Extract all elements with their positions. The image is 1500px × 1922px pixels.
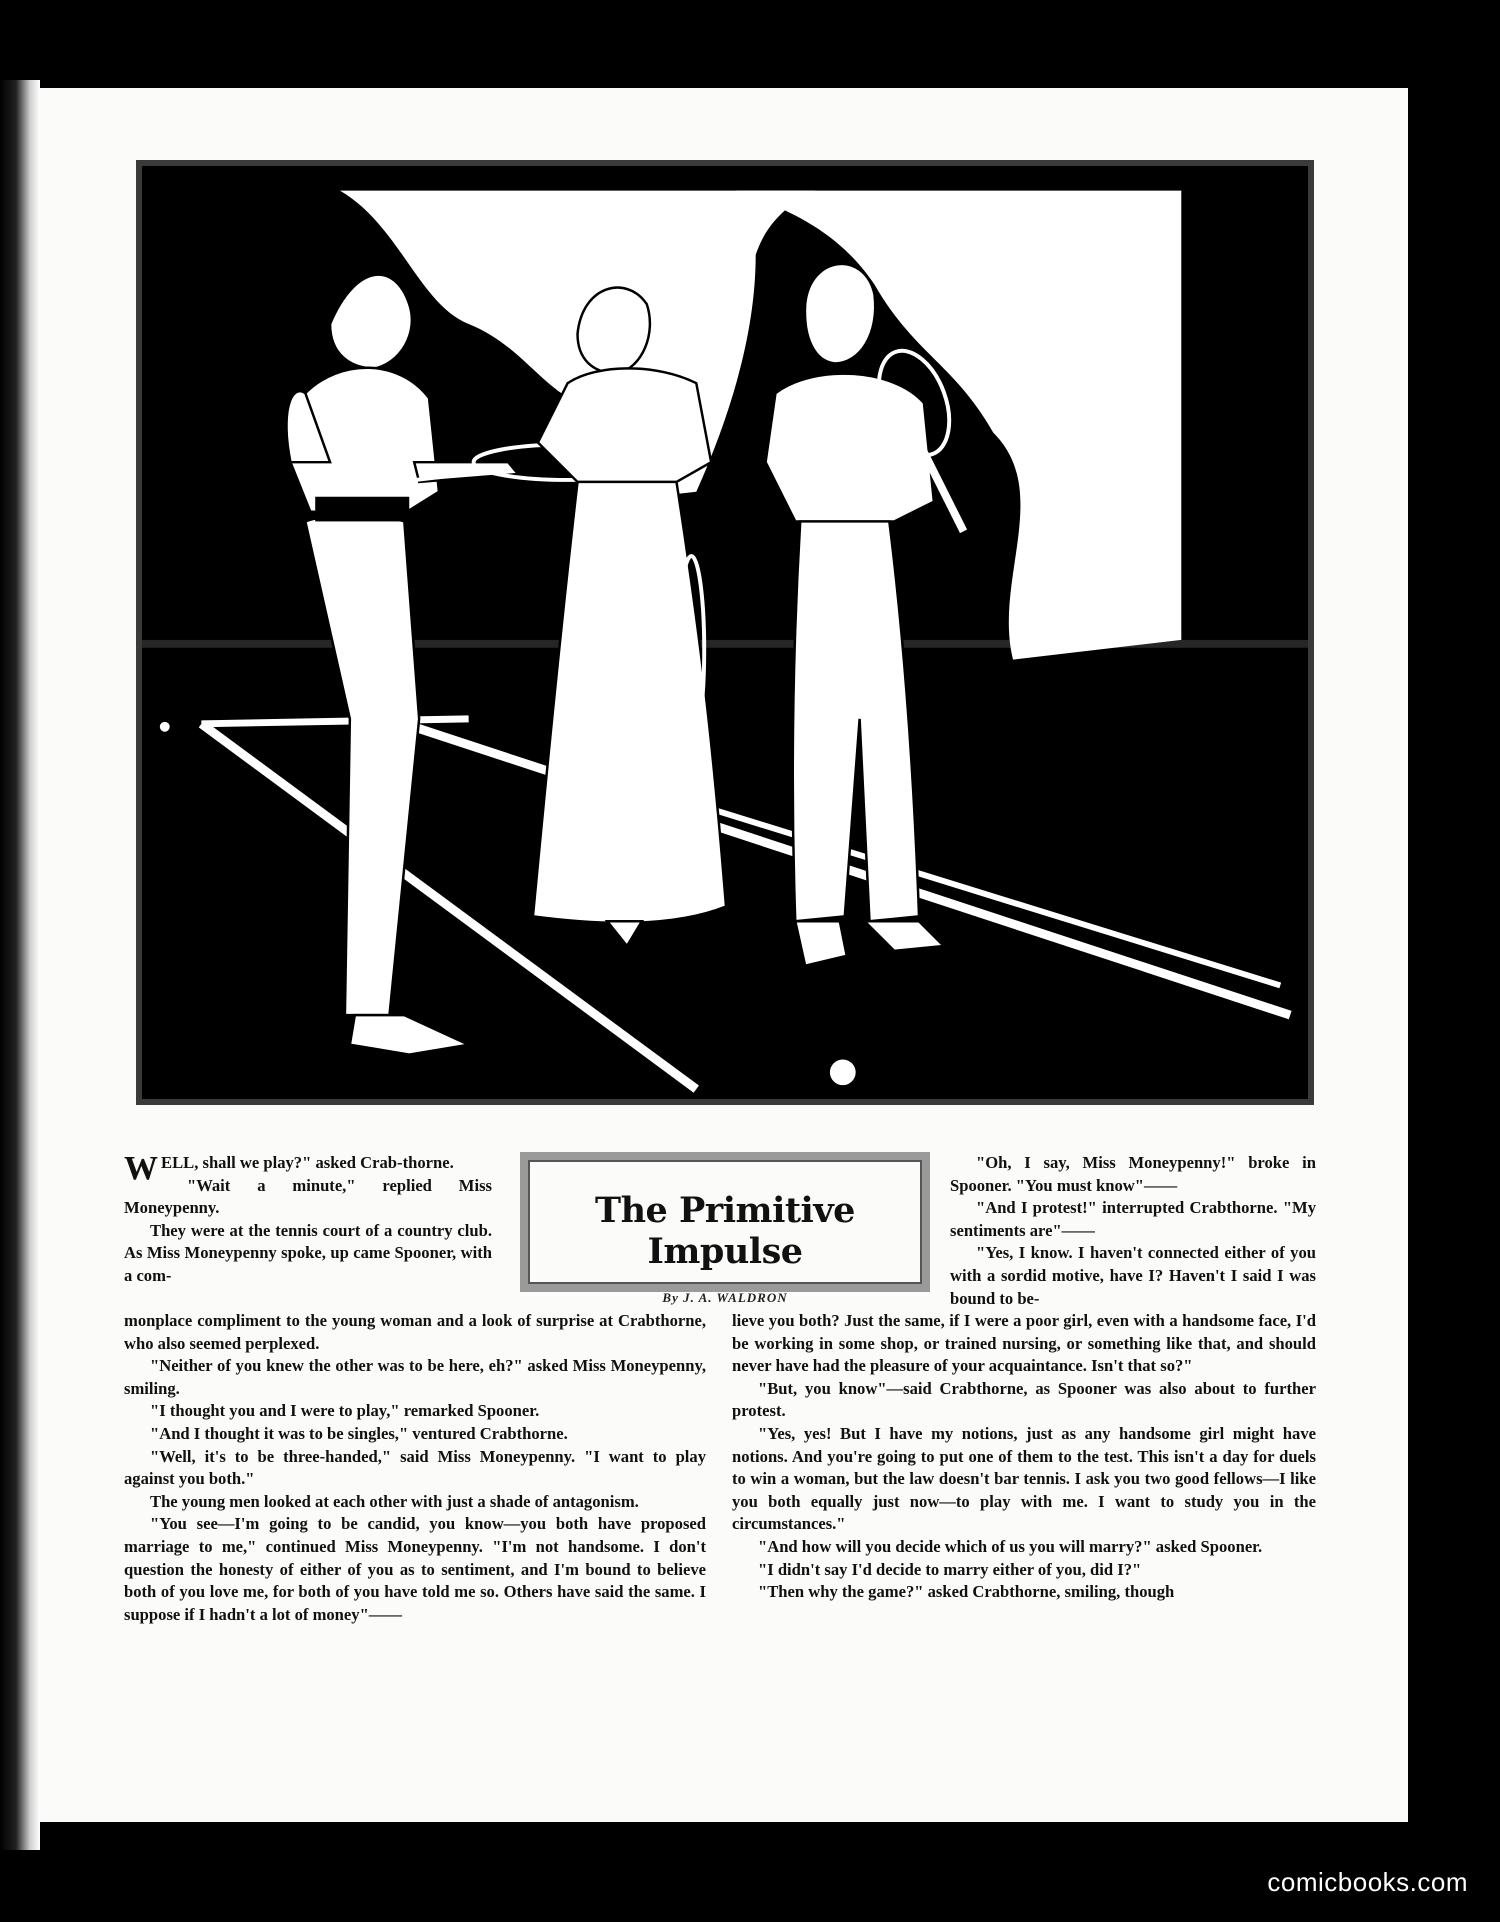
paragraph: lieve you both? Just the same, if I were a poor girl, even with a handsome face, I'd be working in some shop, or trained nursing, or something like that, and should never have had the pleasure of your acquaintance. Isn't that so?" (732, 1311, 1316, 1376)
paragraph: "And how will you decide which of us you will marry?" asked Spooner. (758, 1536, 1263, 1556)
tennis-illustration (136, 160, 1314, 1105)
paragraph: "Wait a minute," replied Miss Moneypenny. (124, 1175, 492, 1218)
paragraph: "Oh, I say, Miss Moneypenny!" broke in Spooner. "You must know"—— (950, 1153, 1316, 1195)
paragraph: "And I thought it was to be singles," ventured Crabthorne. (150, 1423, 568, 1443)
paragraph: "I didn't say I'd decide to marry either of you, did I?" (758, 1559, 1142, 1579)
site-watermark: comicbooks.com (1267, 1867, 1468, 1897)
column-one-top (124, 1152, 492, 1288)
drop-cap: W (124, 1150, 158, 1187)
paragraph: They were at the tennis court of a country club. As Miss Moneypenny spoke, up came Spooner, with a com- (124, 1220, 492, 1285)
paragraph: "Yes, I know. I haven't connected either of you with a sordid motive, have I? Haven't I said I was bound to be- (950, 1243, 1316, 1308)
article-title-box (520, 1152, 930, 1305)
paragraph: "You see—I'm going to be candid, you know—you both have proposed marriage to me," continued Miss Moneypenny. "I'm not handsome. I don't question the honesty of either of you as to sentiment, and I'm bound to believe both of you love me, for both of you have told me so. Others have said the same. I suppose if I hadn't a lot of money"—— (124, 1514, 706, 1624)
paragraph: "Neither of you knew the other was to be here, eh?" asked Miss Moneypenny, smiling. (124, 1356, 706, 1398)
article-byline: By J. A. WALDRON (662, 1290, 788, 1305)
paragraph: "Then why the game?" asked Crabthorne, smiling, though (758, 1582, 1175, 1602)
paragraph: "But, you know"—said Crabthorne, as Spooner was also about to further protest. (732, 1378, 1316, 1421)
paragraph: monplace compliment to the young woman and a look of surprise at Crabthorne, who also seemed perplexed. (124, 1311, 706, 1353)
book-binding-edge (0, 80, 40, 1850)
paragraph: The young men looked at each other with just a shade of antagonism. (150, 1491, 639, 1511)
column-two-body (732, 1310, 1316, 1604)
paragraph: "Yes, yes! But I have my notions, just as any handsome girl might have notions. And you're going to put one of them to the test. This isn't a day for duels to win a woman, but the law doesn't bar tennis. I ask you two good fellows—I like you both equally just now—to play with me. I want to study you in the circumstances." (732, 1423, 1316, 1534)
column-one-body (124, 1310, 706, 1626)
column-two-top (950, 1152, 1316, 1310)
paragraph: "Well, it's to be three-handed," said Miss Moneypenny. "I want to play against you both." (124, 1446, 706, 1489)
article-title: The Primitive Impulse (595, 1190, 855, 1272)
paragraph: "I thought you and I were to play," remarked Spooner. (150, 1401, 540, 1421)
tennis-scene-drawing (142, 166, 1308, 1099)
paragraph: "And I protest!" interrupted Crabthorne. "My sentiments are"—— (950, 1198, 1316, 1240)
opening-paragraph: WELL, shall we play?" asked Crab-thorne. (124, 1150, 454, 1187)
